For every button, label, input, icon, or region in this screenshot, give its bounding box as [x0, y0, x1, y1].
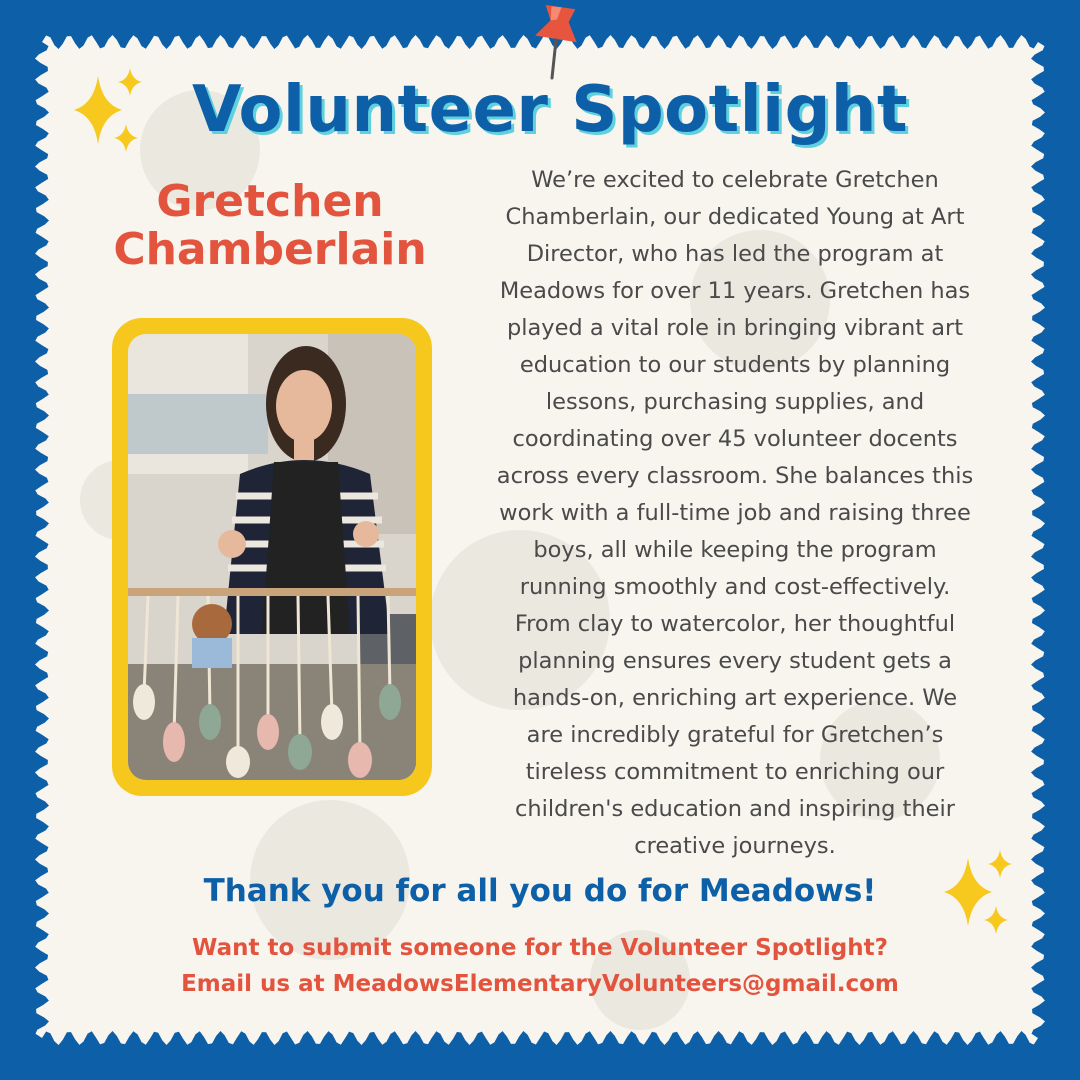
description-line: hands-on, enriching art experience. We	[512, 685, 958, 711]
description-line: work with a full-time job and raising three	[499, 500, 971, 526]
description-line: are incredibly grateful for Gretchen’s	[526, 722, 944, 748]
description-line: Chamberlain, our dedicated Young at Art	[505, 204, 965, 230]
page-title: Volunteer Spotlight	[191, 73, 909, 147]
submission-prompt: Want to submit someone for the Volunteer Spotlight?	[192, 935, 888, 961]
volunteer-first-name: Gretchen	[156, 176, 384, 227]
volunteer-last-name: Chamberlain	[113, 224, 427, 275]
description-line: tireless commitment to enriching our	[525, 759, 945, 785]
description-line: played a vital role in bringing vibrant art	[506, 315, 964, 341]
sparkle-icon	[72, 66, 152, 156]
spotlight-description	[450, 162, 1020, 865]
description-line: education to our students by planning	[519, 352, 951, 378]
volunteer-name	[80, 178, 460, 274]
volunteer-photo	[128, 334, 416, 780]
description-line: We’re excited to celebrate Gretchen	[531, 167, 939, 193]
description-line: creative journeys.	[634, 833, 836, 859]
submission-email[interactable]: Email us at MeadowsElementaryVolunteers@gmail.com	[181, 971, 899, 997]
description-line: boys, all while keeping the program	[533, 537, 937, 563]
description-line: Meadows for over 11 years. Gretchen has	[499, 278, 971, 304]
description-line: From clay to watercolor, her thoughtful	[514, 611, 956, 637]
description-line: running smoothly and cost-effectively.	[519, 574, 951, 600]
description-line: coordinating over 45 volunteer docents	[512, 426, 958, 452]
thank-you-message: Thank you for all you do for Meadows!	[203, 873, 877, 909]
description-line: planning ensures every student gets a	[518, 648, 952, 674]
description-line: children's education and inspiring their	[514, 796, 955, 822]
description-line: across every classroom. She balances this	[496, 463, 974, 489]
description-line: Director, who has led the program at	[526, 241, 944, 267]
submission-info	[60, 930, 1020, 1002]
description-line: lessons, purchasing supplies, and	[545, 389, 925, 415]
